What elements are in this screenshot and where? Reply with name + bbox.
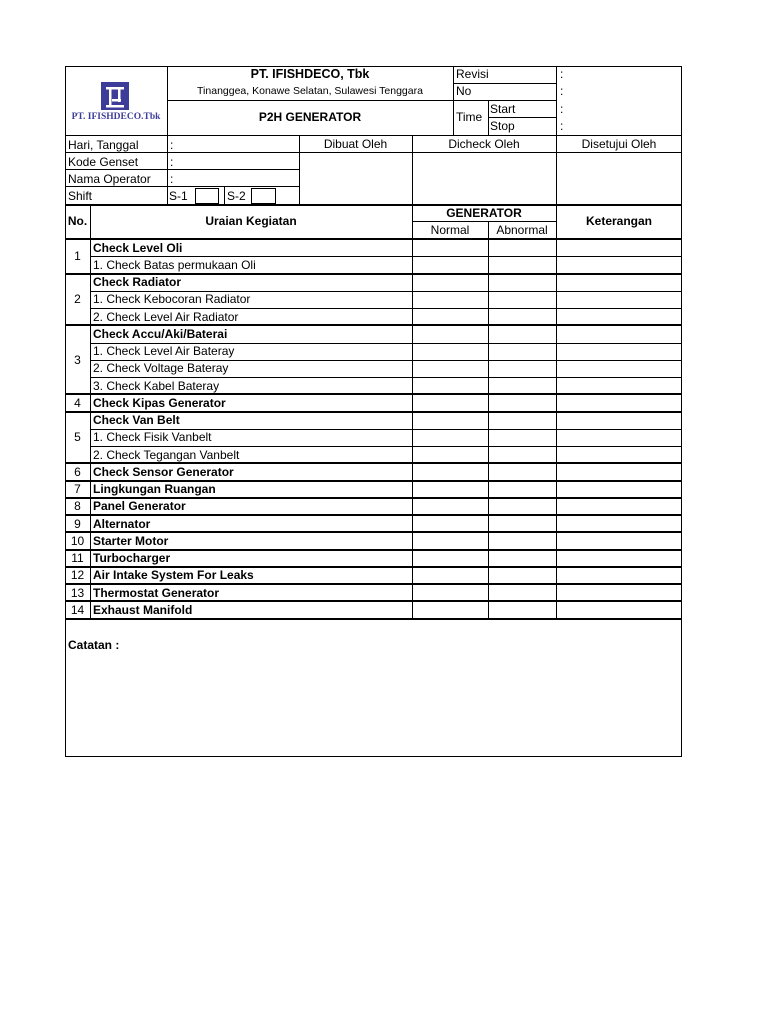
no-label: No xyxy=(456,84,472,98)
normal-cell[interactable] xyxy=(413,309,488,325)
start-label: Start xyxy=(490,102,516,116)
normal-cell[interactable] xyxy=(413,447,488,463)
abnormal-cell[interactable] xyxy=(489,568,556,584)
revisi-value[interactable]: : xyxy=(560,67,564,81)
check-item-sub: 2. Check Tegangan Vanbelt xyxy=(93,447,240,462)
keterangan-cell[interactable] xyxy=(557,533,681,549)
keterangan-cell[interactable] xyxy=(557,240,681,256)
check-item-sub: 1. Check Batas permukaan Oli xyxy=(93,257,256,272)
abnormal-cell[interactable] xyxy=(489,413,556,429)
normal-cell[interactable] xyxy=(413,533,488,549)
abnormal-cell[interactable] xyxy=(489,430,556,446)
shift-1-label: S-1 xyxy=(169,189,188,203)
row-number: 4 xyxy=(74,395,81,410)
keterangan-cell[interactable] xyxy=(557,361,681,377)
keterangan-cell[interactable] xyxy=(557,430,681,446)
check-item-title: Check Kipas Generator xyxy=(93,395,226,410)
check-item-title: Alternator xyxy=(93,516,151,531)
abnormal-cell[interactable] xyxy=(489,395,556,411)
abnormal-cell[interactable] xyxy=(489,516,556,532)
row-number: 6 xyxy=(74,464,81,479)
normal-cell[interactable] xyxy=(413,413,488,429)
abnormal-cell[interactable] xyxy=(489,602,556,618)
abnormal-cell[interactable] xyxy=(489,464,556,480)
check-item-sub: 2. Check Voltage Bateray xyxy=(93,361,229,376)
normal-cell[interactable] xyxy=(413,551,488,567)
row-number: 9 xyxy=(74,516,81,531)
notes-area[interactable] xyxy=(66,656,681,756)
normal-cell[interactable] xyxy=(413,568,488,584)
keterangan-cell[interactable] xyxy=(557,292,681,308)
start-value[interactable]: : xyxy=(560,102,564,116)
normal-cell[interactable] xyxy=(413,395,488,411)
nama-operator-value[interactable]: : xyxy=(170,172,174,186)
keterangan-cell[interactable] xyxy=(557,309,681,325)
row-number: 3 xyxy=(74,352,81,367)
col-generator-header: GENERATOR xyxy=(446,206,522,220)
check-item-title: Exhaust Manifold xyxy=(93,602,193,617)
kode-genset-value[interactable]: : xyxy=(170,155,174,169)
abnormal-cell[interactable] xyxy=(489,378,556,394)
check-item-title: Starter Motor xyxy=(93,533,169,548)
normal-cell[interactable] xyxy=(413,240,488,256)
abnormal-cell[interactable] xyxy=(489,257,556,273)
stop-label: Stop xyxy=(490,119,515,133)
keterangan-cell[interactable] xyxy=(557,326,681,342)
normal-cell[interactable] xyxy=(413,378,488,394)
dibuat-oleh-label: Dibuat Oleh xyxy=(323,137,388,151)
row-number: 8 xyxy=(74,499,81,514)
keterangan-cell[interactable] xyxy=(557,447,681,463)
company-logo xyxy=(66,72,166,132)
abnormal-cell[interactable] xyxy=(489,240,556,256)
check-item-title: Lingkungan Ruangan xyxy=(93,482,216,496)
keterangan-cell[interactable] xyxy=(557,344,681,360)
check-item-sub: 2. Check Level Air Radiator xyxy=(93,309,239,324)
shift-label: Shift xyxy=(68,189,93,203)
col-uraian-header: Uraian Kegiatan xyxy=(205,214,297,228)
normal-cell[interactable] xyxy=(413,344,488,360)
normal-cell[interactable] xyxy=(413,361,488,377)
keterangan-cell[interactable] xyxy=(557,568,681,584)
disetujui-oleh-label: Disetujui Oleh xyxy=(581,137,657,151)
abnormal-cell[interactable] xyxy=(489,447,556,463)
normal-cell[interactable] xyxy=(413,482,488,498)
check-item-title: Air Intake System For Leaks xyxy=(93,568,254,583)
abnormal-cell[interactable] xyxy=(489,482,556,498)
dibuat-oleh-signature[interactable] xyxy=(300,153,412,204)
check-item-title: Check Level Oli xyxy=(93,240,183,255)
shift-2-label: S-2 xyxy=(227,189,246,203)
abnormal-cell[interactable] xyxy=(489,326,556,342)
disetujui-oleh-signature[interactable] xyxy=(557,153,681,204)
hari-tanggal-value[interactable]: : xyxy=(170,138,174,152)
abnormal-cell[interactable] xyxy=(489,309,556,325)
row-number: 11 xyxy=(71,551,84,566)
hari-tanggal-label: Hari, Tanggal xyxy=(68,138,139,152)
keterangan-cell[interactable] xyxy=(557,395,681,411)
abnormal-cell[interactable] xyxy=(489,361,556,377)
abnormal-cell[interactable] xyxy=(489,533,556,549)
row-number: 1 xyxy=(74,249,81,264)
normal-cell[interactable] xyxy=(413,430,488,446)
normal-cell[interactable] xyxy=(413,585,488,601)
dicheck-oleh-signature[interactable] xyxy=(413,153,556,204)
check-item-title: Check Van Belt xyxy=(93,413,180,427)
logo-text: PT. IFISHDECO.Tbk xyxy=(71,112,161,122)
col-normal-header: Normal xyxy=(430,223,470,237)
keterangan-cell[interactable] xyxy=(557,551,681,567)
row-number: 14 xyxy=(70,602,85,617)
check-item-title: Turbocharger xyxy=(93,551,171,565)
logo-mark-icon xyxy=(66,72,166,112)
company-address: Tinanggea, Konawe Selatan, Sulawesi Tenggara xyxy=(197,85,423,97)
document-title: P2H GENERATOR xyxy=(258,110,362,124)
check-item-sub: 1. Check Fisik Vanbelt xyxy=(93,430,212,445)
check-item-sub: 1. Check Kebocoran Radiator xyxy=(93,292,251,307)
abnormal-cell[interactable] xyxy=(489,551,556,567)
check-item-sub: 1. Check Level Air Bateray xyxy=(93,344,235,358)
abnormal-cell[interactable] xyxy=(489,585,556,601)
abnormal-cell[interactable] xyxy=(489,292,556,308)
normal-cell[interactable] xyxy=(413,499,488,515)
normal-cell[interactable] xyxy=(413,602,488,618)
keterangan-cell[interactable] xyxy=(557,464,681,480)
stop-value[interactable]: : xyxy=(560,119,564,133)
check-item-title: Check Accu/Aki/Baterai xyxy=(93,326,228,341)
normal-cell[interactable] xyxy=(413,464,488,480)
col-no-header: No. xyxy=(67,214,88,228)
normal-cell[interactable] xyxy=(413,516,488,532)
keterangan-cell[interactable] xyxy=(557,516,681,532)
normal-cell[interactable] xyxy=(413,275,488,291)
keterangan-cell[interactable] xyxy=(557,275,681,291)
shift-1-checkbox[interactable] xyxy=(195,188,219,204)
check-item-title: Check Sensor Generator xyxy=(93,464,234,479)
check-item-title: Thermostat Generator xyxy=(93,585,220,600)
nama-operator-label: Nama Operator xyxy=(68,172,151,186)
row-number: 5 xyxy=(74,430,81,445)
company-name: PT. IFISHDECO, Tbk xyxy=(250,67,370,81)
shift-2-checkbox[interactable] xyxy=(251,188,276,204)
time-label: Time xyxy=(456,110,483,124)
check-item-sub: 3. Check Kabel Bateray xyxy=(93,378,220,393)
row-number: 13 xyxy=(70,585,85,600)
abnormal-cell[interactable] xyxy=(489,275,556,291)
keterangan-cell[interactable] xyxy=(557,585,681,601)
row-number: 2 xyxy=(74,292,81,307)
row-number: 12 xyxy=(70,568,85,583)
abnormal-cell[interactable] xyxy=(489,344,556,360)
dicheck-oleh-label: Dicheck Oleh xyxy=(448,137,520,151)
check-item-title: Panel Generator xyxy=(93,499,186,514)
row-number: 7 xyxy=(74,482,81,497)
normal-cell[interactable] xyxy=(413,292,488,308)
col-keterangan-header: Keterangan xyxy=(585,214,653,228)
check-item-title: Check Radiator xyxy=(93,275,182,289)
abnormal-cell[interactable] xyxy=(489,499,556,515)
kode-genset-label: Kode Genset xyxy=(68,155,139,169)
keterangan-cell[interactable] xyxy=(557,602,681,618)
keterangan-cell[interactable] xyxy=(557,378,681,394)
row-number: 10 xyxy=(70,533,85,548)
normal-cell[interactable] xyxy=(413,257,488,273)
keterangan-cell[interactable] xyxy=(557,482,681,498)
keterangan-cell[interactable] xyxy=(557,499,681,515)
notes-label: Catatan : xyxy=(68,638,120,652)
col-abnormal-header: Abnormal xyxy=(496,223,548,237)
keterangan-cell[interactable] xyxy=(557,413,681,429)
keterangan-cell[interactable] xyxy=(557,257,681,273)
normal-cell[interactable] xyxy=(413,326,488,342)
no-value[interactable]: : xyxy=(560,84,564,98)
revisi-label: Revisi xyxy=(456,67,489,81)
